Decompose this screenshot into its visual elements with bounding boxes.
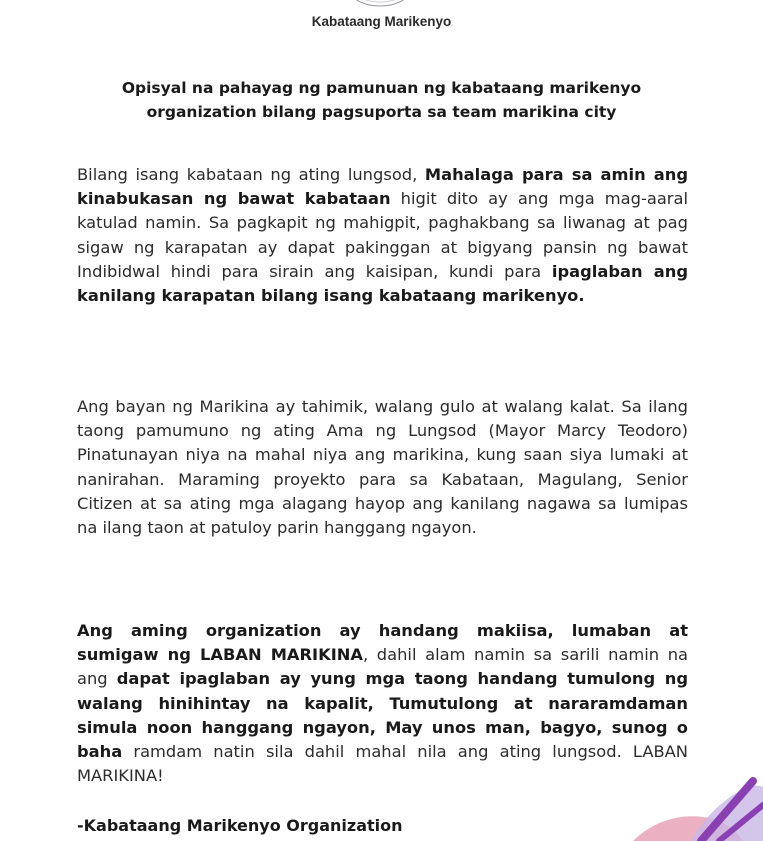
p1-text-2: higit dito ay ang mga mag-aaral katulad namin. Sa pagkapit ng mahigpit, paghakbang sa liwanag at pag sigaw ng karapatan ay dapat pakinggan at bigyang pansin ng bawat Indibidwal hindi para sirain ang kaisipan, kundi para — [77, 189, 688, 281]
organization-name: Kabataang Marikenyo — [311, 14, 452, 29]
paragraph-1 — [77, 163, 688, 308]
statement-title-line-2: organization bilang pagsuporta sa team marikina city — [146, 103, 617, 121]
paragraph-2 — [77, 395, 688, 540]
statement-title-line-1: Opisyal na pahayag ng pamunuan ng kabataang marikenyo — [121, 79, 642, 97]
corner-ribbon-art — [603, 771, 763, 841]
paragraph-3 — [77, 619, 688, 788]
p3-bold-1: Ang aming organization ay handang makiisa, lumaban at sumigaw ng LABAN MARIKINA — [77, 621, 688, 665]
signature: -Kabataang Marikenyo Organization — [77, 816, 403, 835]
p1-bold-1: Mahalaga para sa amin ang kinabukasan ng bawat kabataan — [77, 165, 688, 209]
p3-text-1: , dahil alam namin sa sarili namin na ang — [77, 645, 688, 689]
p1-text-1: Bilang isang kabataan ng ating lungsod, — [77, 165, 425, 184]
p2-text-1: Ang bayan ng Marikina ay tahimik, walang gulo at walang kalat. Sa ilang taong pamumuno ng ating Ama ng Lungsod (Mayor Marcy Teodoro) Pinatunayan niya na mahal niya ang marikina, kung saan siya lumaki at nanirahan. Maraming proyekto para sa Kabataan, Magulang, Senior Citizen at sa ating mga alagang hayop ang kanilang nagawa sa lumipas na ilang taon at patuloy parin hanggang ngayon. — [77, 397, 688, 538]
p3-text-2: ramdam natin sila dahil mahal nila ang ating lungsod. LABAN MARIKINA! — [77, 742, 688, 786]
statement-title — [60, 76, 703, 124]
p3-bold-2: dapat ipaglaban ay yung mga taong handang tumulong ng walang hinihintay na kapalit, Tumutulong at nararamdaman simula noon hanggang ngayon, May unos man, bagyo, sunog o baha — [77, 669, 689, 762]
logo-icon — [340, 0, 420, 10]
p1-bold-2: ipaglaban ang kanilang karapatan bilang isang kabataang marikenyo. — [77, 261, 689, 306]
